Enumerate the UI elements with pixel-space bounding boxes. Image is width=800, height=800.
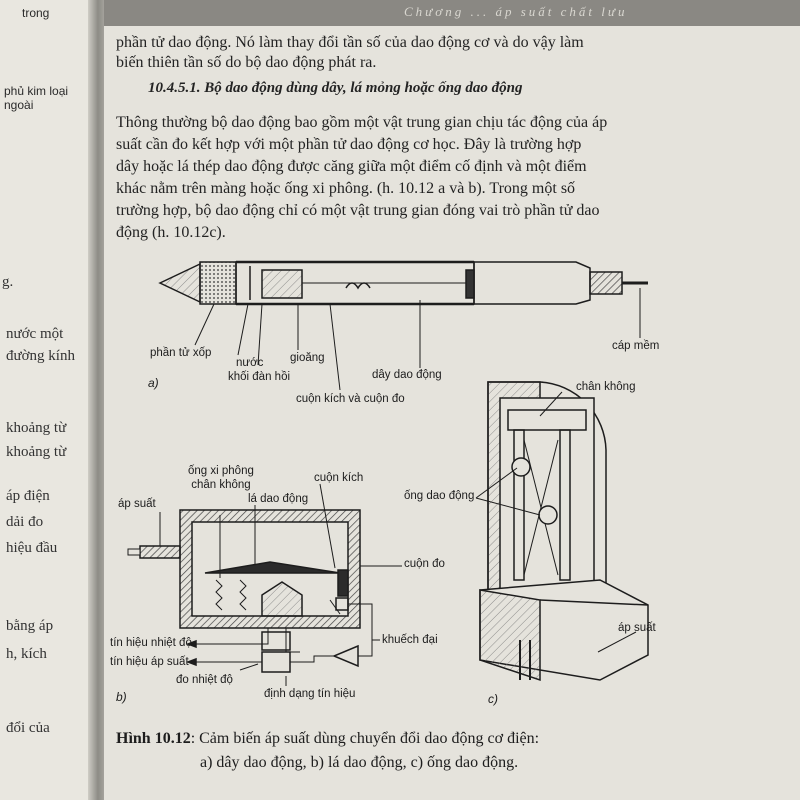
figure-caption — [116, 730, 539, 748]
label-pressure-c: áp suất — [618, 622, 656, 634]
label-water: nước — [236, 357, 264, 369]
label-vibrating-wire: dây dao động — [372, 369, 442, 381]
left-page-text: khoảng từ — [6, 420, 67, 436]
left-page-text: đường kính — [6, 348, 75, 364]
label-cable: cáp mềm — [612, 340, 660, 352]
intro-line: phần tử dao động. Nó làm thay đổi tần số của dao động cơ và do vậy làm — [116, 34, 584, 51]
paragraph-line: động (h. 10.12c). — [116, 224, 226, 241]
label-pressure-signal: tín hiệu áp suất — [110, 656, 189, 668]
label-porous-element: phần tử xốp — [150, 347, 212, 359]
label-pressure-b: áp suất — [118, 498, 156, 510]
label-temperature-gauge: đo nhiệt độ — [176, 674, 233, 686]
caption-line-2: a) dây dao động, b) lá dao động, c) ống dao động. — [200, 754, 519, 771]
left-page-text: nước một — [6, 326, 64, 342]
label-signal-shaping: định dạng tín hiệu — [264, 688, 356, 700]
paragraph-line: suất cần đo kết hợp với một phần tử dao động cơ học. Đây là trường hợp — [116, 136, 582, 153]
intro-line: biến thiên tần số do bộ dao động phát ra. — [116, 54, 377, 71]
caption-line-1: : Cảm biến áp suất dùng chuyển đổi dao động cơ điện: — [190, 730, 540, 747]
paragraph-line: khác nằm trên màng hoặc ống xi phông. (h. 10.12 a và b). Trong một số — [116, 180, 576, 197]
section-heading: 10.4.5.1. Bộ dao động dùng dây, lá mỏng hoặc ống dao động — [148, 80, 523, 96]
left-page-text: đổi của — [6, 720, 50, 736]
label-amplifier: khuếch đại — [382, 634, 438, 646]
left-page-text: phủ kim loại — [4, 84, 69, 98]
label-coils: cuộn kích và cuộn đo — [296, 393, 405, 405]
label-vibrating-tube: ống dao động — [404, 490, 475, 502]
label-elastic-block: khối đàn hồi — [228, 371, 291, 383]
left-page-text: bằng áp — [6, 618, 54, 634]
figure-number: Hình 10.12 — [116, 730, 191, 747]
label-gasket: gioăng — [290, 352, 325, 364]
left-page-text: khoảng từ — [6, 444, 67, 460]
figure-c-label: c) — [488, 692, 498, 706]
figure-c-drawing — [476, 382, 648, 680]
label-temperature-signal: tín hiệu nhiệt độ — [110, 637, 192, 649]
left-page-text: ngoài — [4, 98, 34, 112]
left-page-text: trong — [22, 6, 50, 20]
label-excitation-coil: cuộn kích — [314, 472, 364, 484]
left-page-text: h, kích — [6, 646, 47, 662]
label-siphon: ống xi phông chân không — [188, 465, 254, 491]
label-vacuum: chân không — [576, 381, 636, 393]
figure-a-label: a) — [148, 376, 159, 390]
figure-b-label: b) — [116, 690, 127, 704]
left-page-text: hiệu đầu — [6, 540, 58, 556]
label-blade: lá dao động — [248, 493, 309, 505]
running-title: Chương ... áp suất chất lưu — [404, 4, 628, 19]
left-page-text: dải đo — [6, 514, 44, 530]
left-page-text: g. — [2, 274, 14, 290]
paragraph-line: dây hoặc lá thép dao động được căng giữa một điểm cố định và một điểm — [116, 158, 587, 175]
paragraph-line: trường hợp, bộ dao động chỉ có một vật trung gian đóng vai trò phần tử dao — [116, 202, 600, 219]
left-page-text: áp điện — [6, 488, 50, 504]
label-measure-coil: cuộn đo — [404, 558, 445, 570]
paragraph-line: Thông thường bộ dao động bao gồm một vật trung gian chịu tác động của áp — [116, 114, 608, 131]
